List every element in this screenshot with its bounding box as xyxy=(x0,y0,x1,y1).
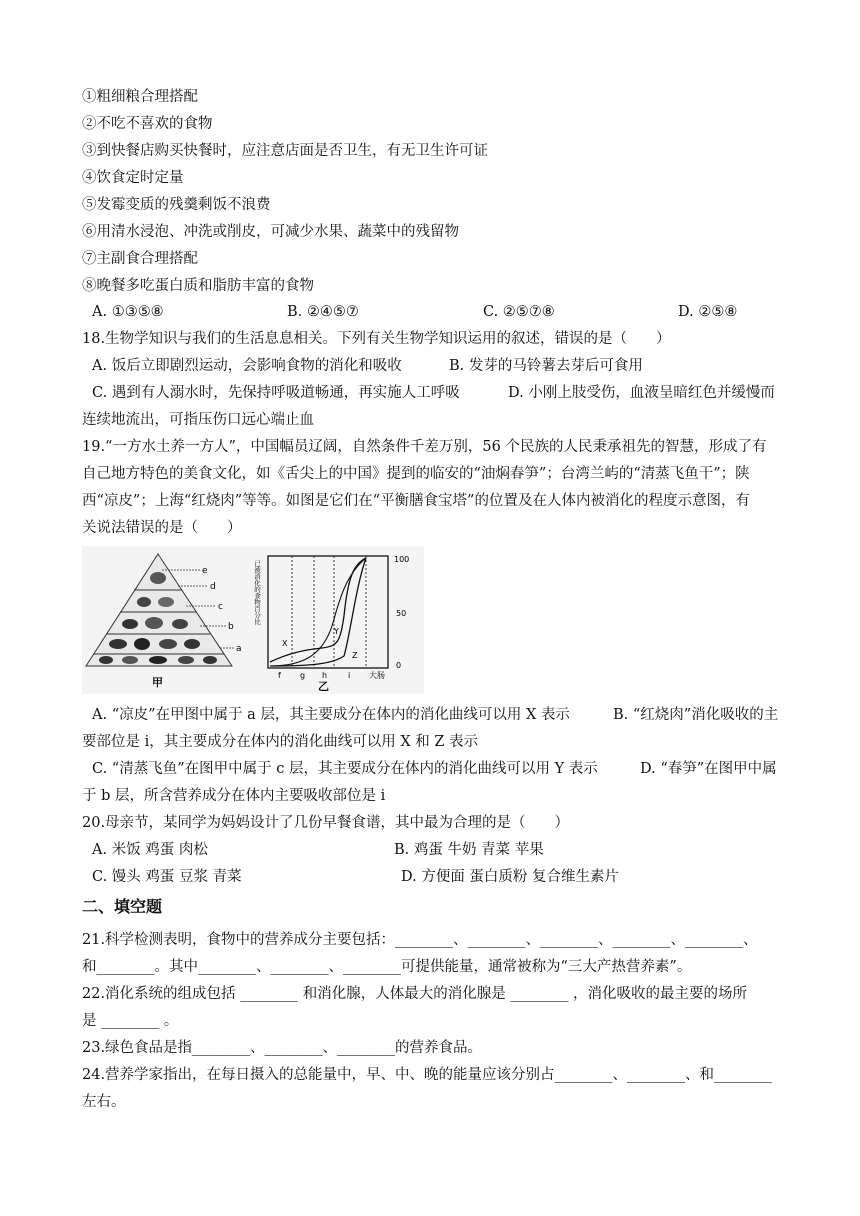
q18-option-c: C. 遇到有人溺水时，先保持呼吸道畅通，再实施人工呼吸 xyxy=(92,385,460,401)
chart-x-label-i: i xyxy=(348,671,351,680)
q18-option-b: B. 发芽的马铃薯去芽后可食用 xyxy=(449,358,643,374)
q20-option-a: A. 米饭 鸡蛋 肉松 xyxy=(92,842,208,858)
list-item: ①粗细粮合理搭配 xyxy=(82,89,198,105)
section-heading: 二、填空题 xyxy=(82,897,163,916)
q17-option-c: C. ②⑤⑦⑧ xyxy=(483,304,555,320)
q20-option-d: D. 方便面 蛋白质粉 复合维生素片 xyxy=(401,869,620,885)
q17-option-b: B. ②④⑤⑦ xyxy=(287,304,359,320)
q18-option-d-cont: 连续地流出，可指压伤口远心端止血 xyxy=(82,412,314,428)
list-item: ⑤发霉变质的残羹剩饭不浪费 xyxy=(82,197,271,213)
list-item: ③到快餐店购买快餐时，应注意店面是否卫生，有无卫生许可证 xyxy=(82,143,488,159)
chart-x-label-g: g xyxy=(300,671,306,680)
q19-option-a: A. “凉皮”在甲图中属于 a 层，其主要成分在体内的消化曲线可以用 X 表示 xyxy=(92,707,570,723)
q18-stem: 18.生物学知识与我们的生活息息相关。下列有关生物学知识运用的叙述，错误的是（ ） xyxy=(82,331,671,347)
list-item: ⑥用清水浸泡、冲洗或削皮，可减少水果、蔬菜中的残留物 xyxy=(82,224,459,240)
q24-line: 24.营养学家指出，在每日摄入的总能量中，早、中、晚的能量应该分别占________、________、和________ xyxy=(82,1067,773,1083)
q19-figure xyxy=(82,546,424,694)
pyramid-caption: 甲 xyxy=(152,676,163,689)
pyramid-label-b: b xyxy=(228,622,234,632)
q22-line: 22.消化系统的组成包括 ________ 和消化腺，人体最大的消化腺是 ________ ，消化吸收的最主要的场所 xyxy=(82,986,747,1002)
pyramid-label-d: d xyxy=(210,582,216,592)
list-item: ②不吃不喜欢的食物 xyxy=(82,116,213,132)
q20-stem: 20.母亲节，某同学为妈妈设计了几份早餐食谱，其中最为合理的是（ ） xyxy=(82,815,570,831)
q19-stem-line: 西“凉皮”；上海“红烧肉”等等。如图是它们在“平衡膳食宝塔”的位置及在人体内被消化的程度示意图，有 xyxy=(82,493,750,509)
list-item: ⑧晚餐多吃蛋白质和脂肪丰富的食物 xyxy=(82,278,314,294)
pyramid-label-e: e xyxy=(202,566,208,576)
chart-x-label-h: h xyxy=(322,671,328,680)
chart-y-tick-100: 100 xyxy=(394,555,410,564)
q21-line: 21.科学检测表明，食物中的营养成分主要包括：________、________、________、________、________、 xyxy=(82,932,758,948)
q19-option-d: D. “春笋”在图甲中属 xyxy=(640,761,777,777)
pyramid-label-c: c xyxy=(218,602,223,612)
q21-line: 和________。其中________、________、________可提供能量，通常被称为“三大产热营养素”。 xyxy=(82,959,692,975)
chart-caption: 乙 xyxy=(318,680,329,693)
list-item: ⑦主副食合理搭配 xyxy=(82,251,198,267)
q18-option-d: D. 小刚上肢受伤，血液呈暗红色并缓慢而 xyxy=(508,385,775,401)
q20-option-c: C. 馒头 鸡蛋 豆浆 青菜 xyxy=(92,869,242,885)
chart-x-label-f: f xyxy=(278,671,281,680)
q19-option-b: B. “红烧肉”消化吸收的主 xyxy=(613,707,779,723)
curve-label-y: Y xyxy=(334,627,339,636)
chart-x-label-large-intestine: 大肠 xyxy=(369,671,385,680)
q17-option-d: D. ②⑤⑧ xyxy=(678,304,738,320)
chart-y-label: 已被消化的食物百分比 xyxy=(253,560,261,625)
curve-label-x: X xyxy=(282,639,288,648)
q18-option-a: A. 饭后立即剧烈运动，会影响食物的消化和吸收 xyxy=(92,358,402,374)
q19-option-b-cont: 要部位是 i，其主要成分在体内的消化曲线可以用 X 和 Z 表示 xyxy=(82,734,479,750)
pyramid-label-a: a xyxy=(236,644,242,654)
q19-stem-line: 自己地方特色的美食文化，如《舌尖上的中国》提到的临安的“油焖春笋”；台湾兰屿的“清蒸飞鱼干”；陕 xyxy=(82,466,750,482)
q19-stem-line: 19.“一方水土养一方人”，中国幅员辽阔，自然条件千差万别，56 个民族的人民秉承祖先的智慧，形成了有 xyxy=(82,439,767,455)
curve-label-z: Z xyxy=(352,651,358,660)
chart-y-tick-50: 50 xyxy=(396,609,407,618)
q22-line: 是 ________ 。 xyxy=(82,1013,179,1029)
chart-y-tick-0: 0 xyxy=(396,661,402,670)
q17-option-a: A. ①③⑤⑧ xyxy=(92,304,164,320)
q19-option-d-cont: 于 b 层，所含营养成分在体内主要吸收部位是 i xyxy=(82,788,386,804)
list-item: ④饮食定时定量 xyxy=(82,170,184,186)
q19-stem-line: 关说法错误的是（ ） xyxy=(82,520,242,536)
q24-line: 左右。 xyxy=(82,1094,126,1110)
q23-line: 23.绿色食品是指________、________、________的营养食品。 xyxy=(82,1040,483,1056)
q19-option-c: C. “清蒸飞鱼”在图甲中属于 c 层，其主要成分在体内的消化曲线可以用 Y 表示 xyxy=(92,761,598,777)
q20-option-b: B. 鸡蛋 牛奶 青菜 苹果 xyxy=(394,842,544,858)
